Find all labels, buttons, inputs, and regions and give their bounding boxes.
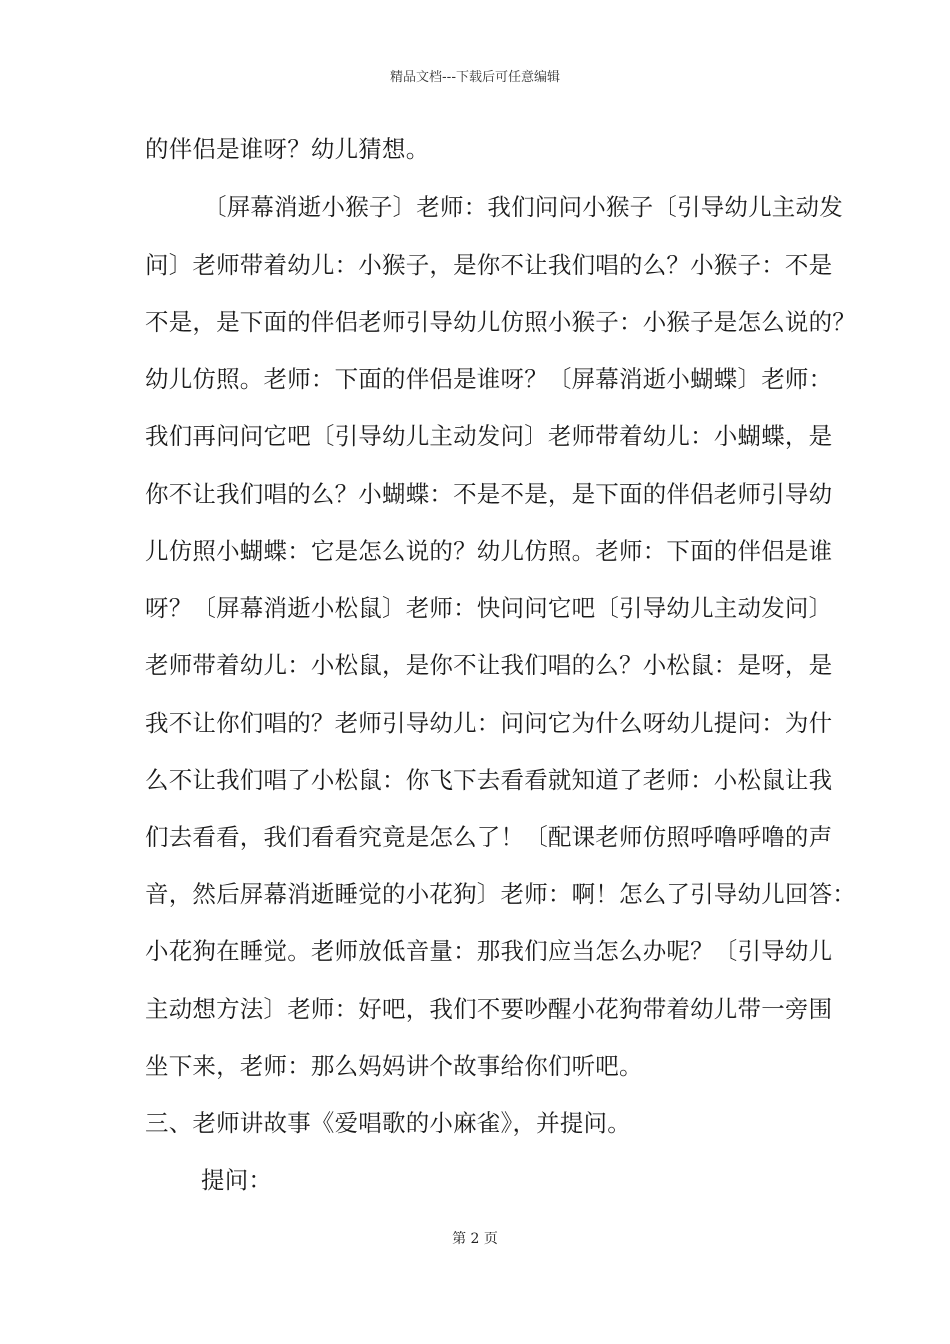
page-number: 第 2 页	[452, 1231, 498, 1247]
text-line: 老师带着幼儿：小松鼠，是你不让我们唱的么？小松鼠：是呀，是	[145, 651, 833, 679]
text-line: 〔屏幕消逝小猴子〕老师：我们问问小猴子〔引导幼儿主动发	[203, 193, 843, 221]
text-line: 儿仿照小蝴蝶：它是怎么说的？幼儿仿照。老师：下面的伴侣是谁	[145, 537, 833, 565]
text-line: 小花狗在睡觉。老师放低音量：那我们应当怎么办呢？〔引导幼儿	[145, 937, 833, 965]
text-line: 提问：	[201, 1166, 273, 1194]
text-line: 呀？〔屏幕消逝小松鼠〕老师：快问问它吧〔引导幼儿主动发问〕	[145, 594, 833, 622]
text-line: 我不让你们唱的？老师引导幼儿：问问它为什么呀幼儿提问：为什	[145, 709, 833, 737]
text-line: 问〕老师带着幼儿：小猴子，是你不让我们唱的么？小猴子：不是	[145, 251, 833, 279]
text-line: 我们再问问它吧〔引导幼儿主动发问〕老师带着幼儿：小蝴蝶，是	[145, 422, 833, 450]
text-line: 么不让我们唱了小松鼠：你飞下去看看就知道了老师：小松鼠让我	[145, 766, 833, 794]
text-line: 们去看看，我们看看究竟是怎么了！〔配课老师仿照呼噜呼噜的声	[145, 823, 833, 851]
text-line: 坐下来，老师：那么妈妈讲个故事给你们听吧。	[145, 1052, 643, 1080]
section-heading: 三、老师讲故事《爱唱歌的小麻雀》，并提问。	[145, 1109, 631, 1137]
page-header: 精品文档---下载后可任意编辑	[389, 70, 561, 85]
text-line: 主动想方法〕老师：好吧，我们不要吵醒小花狗带着幼儿带一旁围	[145, 995, 833, 1023]
text-line: 音，然后屏幕消逝睡觉的小花狗〕老师：啊！怎么了引导幼儿回答：	[145, 880, 856, 908]
text-line: 幼儿仿照。老师：下面的伴侣是谁呀？〔屏幕消逝小蝴蝶〕老师：	[145, 365, 833, 393]
text-line: 你不让我们唱的么？小蝴蝶：不是不是，是下面的伴侣老师引导幼	[145, 480, 833, 508]
text-line: 的伴侣是谁呀？幼儿猜想。	[145, 135, 430, 163]
text-line: 不是，是下面的伴侣老师引导幼儿仿照小猴子：小猴子是怎么说的？	[145, 308, 856, 336]
